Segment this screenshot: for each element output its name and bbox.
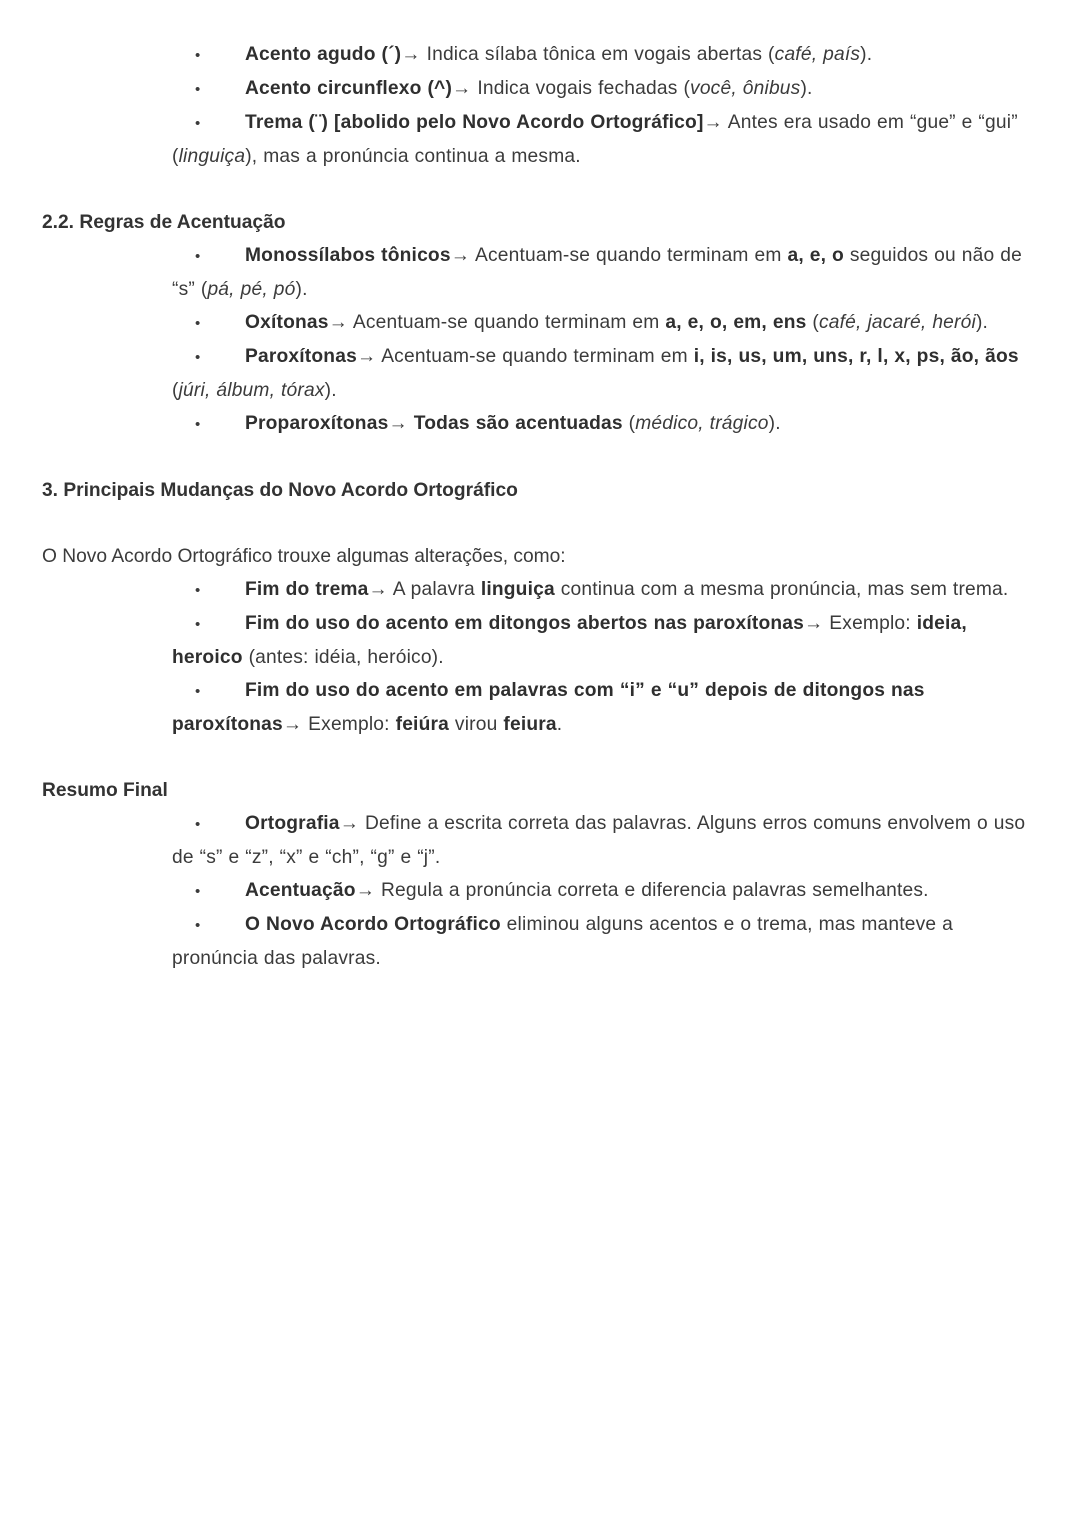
text-resumo-acentuacao: Regula a pronúncia correta e diferencia palavras semelhantes. [375,880,929,901]
bullet-icon: • [195,683,201,700]
term-resumo-ortografia: Ortografia [245,813,340,834]
text-oxitonas-2: ( [806,312,820,333]
term-monossilabos: Monossílabos tônicos [245,245,451,266]
heading-section-3: 3. Principais Mudanças do Novo Acordo Ortográfico [42,480,518,501]
arrow-icon: → [368,579,388,600]
examples-oxitonas: café, jacaré, herói [819,312,976,333]
examples-paroxitonas: júri, álbum, tórax [178,380,325,401]
bullet-icon: • [195,416,201,433]
examples-proparoxitonas: médico, trágico [635,413,769,434]
endings-paroxitonas: i, is, us, um, uns, r, l, x, ps, ão, ãos [693,346,1019,367]
bullet-icon: • [195,816,201,833]
text-i-u-ditongos-1: Exemplo: [302,714,396,735]
top-spacer [0,0,1080,38]
text-paroxitonas-2: ( [172,380,179,401]
endings-oxitonas: a, e, o, em, ens [665,312,807,333]
bullet-icon: • [195,883,201,900]
example-feiura-old: feiúra [395,714,450,735]
list-item-ditongos-abertos [0,607,1080,674]
term-paroxitonas: Paroxítonas [245,346,357,367]
list-item-i-u-ditongos [0,674,1080,741]
term-fim-do-trema: Fim do trema [245,579,369,600]
arrow-icon: → [328,312,349,333]
list-item-oxitonas [0,306,1080,340]
term-i-u-ditongos: Fim do uso do acento em palavras com “i” e “u” depois de ditongos nas paroxítonas [172,680,925,735]
text-monossilabos-2: seguidos ou não de “s” ( [172,245,1022,300]
text-fim-do-trema-1: A palavra [387,579,481,600]
list-item-trema [0,106,1080,173]
text-proparoxitonas-3: ). [768,413,781,434]
list-item-acento-circunflexo [0,72,1080,106]
text-acento-agudo-post: ). [860,44,873,65]
term-proparoxitonas: Proparoxítonas [245,413,389,434]
heading-section-2-2: 2.2. Regras de Acentuação [42,212,286,233]
examples-monossilabos: pá, pé, pó [207,279,296,300]
term-trema: Trema (¨) [abolido pelo Novo Acordo Ortográfico] [245,112,704,133]
text-resumo-novo-acordo: eliminou alguns acentos e o trema, mas manteve a pronúncia das palavras. [172,914,954,969]
list-item-fim-do-trema [0,573,1080,607]
text-trema-pre: Antes era usado em “gue” e “gui” ( [172,112,1018,167]
term-resumo-acentuacao: Acentuação [245,880,356,901]
text-acento-circunflexo-pre: Indica vogais fechadas ( [471,78,691,99]
arrow-icon: → [703,112,723,133]
bullet-icon: • [195,616,201,633]
list-item-acento-agudo [0,38,1080,72]
paragraph-section-3-intro: O Novo Acordo Ortográfico trouxe algumas alterações, como: [42,546,566,567]
arrow-icon: → [804,613,824,634]
text-trema-post: ), mas a pronúncia continua a mesma. [245,146,581,167]
text-ditongos-abertos-2: (antes: idéia, heróico). [242,647,444,668]
bullet-icon: • [195,115,201,132]
endings-monossilabos: a, e, o [787,245,844,266]
term-acento-agudo: Acento agudo (´) [245,44,402,65]
arrow-icon: → [356,346,377,367]
arrow-icon: → [355,880,376,901]
text-monossilabos-1: Acentuam-se quando terminam em [470,245,788,266]
bullet-icon: • [195,917,201,934]
list-item-paroxitonas [0,340,1080,407]
examples-trema: linguiça [178,146,246,167]
bullet-icon: • [195,349,201,366]
text-proparoxitonas-2: ( [622,413,636,434]
term-oxitonas: Oxítonas [245,312,329,333]
text-fim-do-trema-2: continua com a mesma pronúncia, mas sem trema. [554,579,1009,600]
text-acento-circunflexo-post: ). [800,78,813,99]
examples-acento-circunflexo: você, ônibus [690,78,801,99]
text-oxitonas-3: ). [975,312,989,333]
list-item-resumo-novo-acordo [0,908,1080,975]
text-resumo-ortografia: Define a escrita correta das palavras. Alguns erros comuns envolvem o uso de “s” e “z”, “x” e “ch”, “g” e “j”. [172,813,1026,868]
arrow-icon: → [282,714,303,735]
term-ditongos-abertos: Fim do uso do acento em ditongos abertos nas paroxítonas [245,613,804,634]
example-feiura-new: feiura [503,714,557,735]
arrow-icon: → [450,245,471,266]
bullet-icon: • [195,81,201,98]
examples-acento-agudo: café, país [774,44,861,65]
spacer-before-section-2-2 [0,173,1080,206]
bullet-icon: • [195,315,201,332]
term-acento-circunflexo: Acento circunflexo (^) [245,78,453,99]
text-i-u-ditongos-2: virou [449,714,504,735]
text-monossilabos-3: ). [295,279,308,300]
example-linguica: linguiça [480,579,555,600]
arrow-icon: → [401,44,421,65]
term-resumo-novo-acordo: O Novo Acordo Ortográfico [245,914,501,935]
text-i-u-ditongos-3: . [556,714,563,735]
spacer-after-heading-3 [0,507,1080,540]
text-acento-agudo-pre: Indica sílaba tônica em vogais abertas ( [420,44,775,65]
arrow-icon: → [339,813,360,834]
example-ideia-heroico: ideia, heroico [172,613,967,668]
spacer-before-section-3 [0,441,1080,474]
bullet-icon: • [195,47,201,64]
list-item-monossilabos [0,239,1080,306]
list-item-proparoxitonas [0,407,1080,441]
bullet-icon: • [195,582,201,599]
text-paroxitonas-3: ). [324,380,337,401]
rule-proparoxitonas: Todas são acentuadas [413,413,623,434]
arrow-icon: → [388,413,408,434]
arrow-icon: → [452,78,472,99]
text-ditongos-abertos-1: Exemplo: [823,613,917,634]
list-item-resumo-ortografia [0,807,1080,874]
heading-resumo-final: Resumo Final [42,780,168,801]
text-paroxitonas-1: Acentuam-se quando terminam em [376,346,694,367]
bullet-icon: • [195,248,201,265]
list-item-resumo-acentuacao [0,874,1080,908]
text-oxitonas-1: Acentuam-se quando terminam em [348,312,666,333]
spacer-before-resumo [0,741,1080,774]
